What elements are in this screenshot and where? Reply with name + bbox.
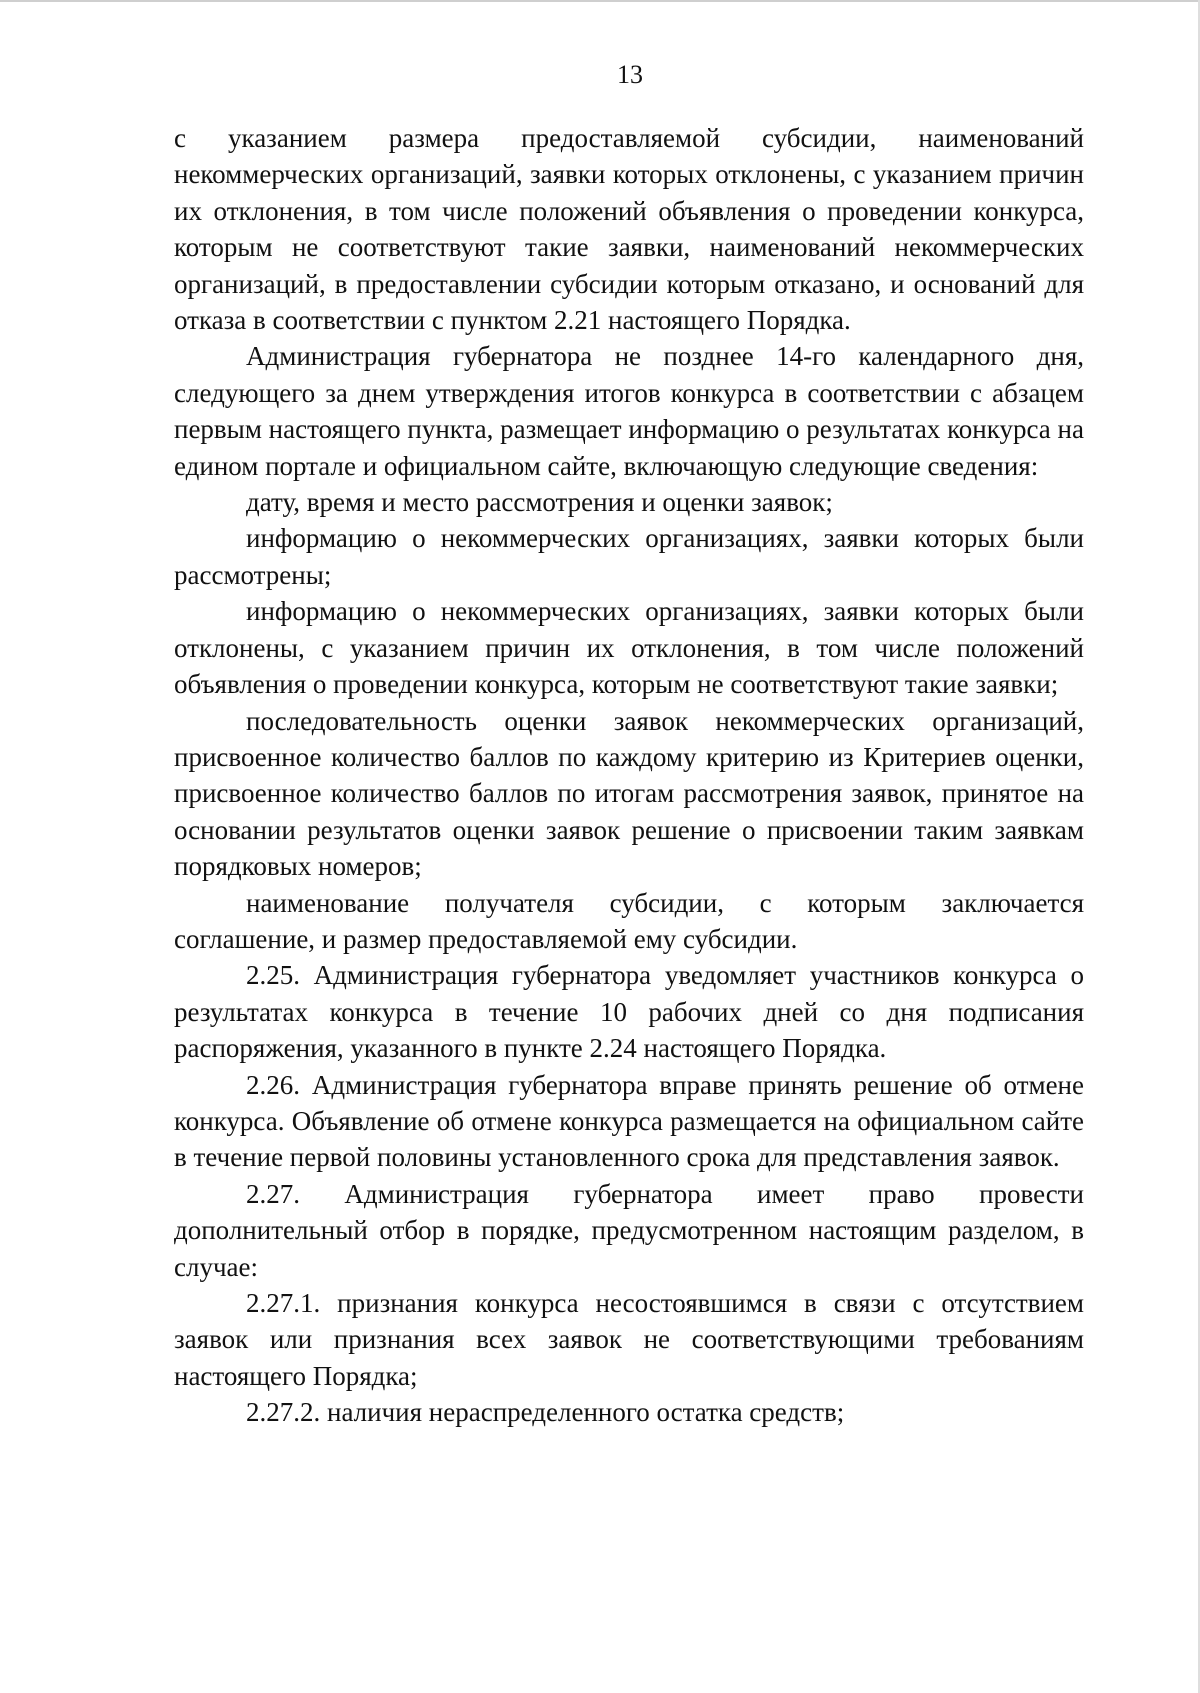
- list-item-reviewed-organizations: информацию о некоммерческих организациях, заявки которых были рассмотрены;: [174, 523, 1084, 590]
- list-item-recipient-name: наименование получателя субсидии, с которым заключается соглашение, и размер предоставляемой ему субсидии.: [174, 887, 1084, 954]
- clause-2-27-1: 2.27.1. признания конкурса несостоявшимся в связи с отсутствием заявок или признания всех заявок не соответствующими требованиям настоящего Порядка;: [174, 1288, 1084, 1391]
- body-text: [174, 120, 1084, 1431]
- clause-2-27: 2.27. Администрация губернатора имеет право провести дополнительный отбор в порядке, предусмотренном настоящим разделом, в случае:: [174, 1178, 1084, 1282]
- list-item-date-time-place: дату, время и место рассмотрения и оценки заявок;: [246, 487, 833, 518]
- list-item-evaluation-sequence: последовательность оценки заявок некоммерческих организаций, присвоенное количество баллов по каждому критерию из Критериев оценки, присвоенное количество баллов по итогам рассмотрения заявок, принятое на основании результатов оценки заявок решение о присвоении таким заявкам порядковых номеров;: [174, 705, 1084, 882]
- list-item-rejected-organizations: информацию о некоммерческих организациях, заявки которых были отклонены, с указанием причин их отклонения, в том числе положений объявления о проведении конкурса, которым не соответствуют такие заявки;: [174, 596, 1084, 700]
- clause-2-25: 2.25. Администрация губернатора уведомляет участников конкурса о результатах конкурса в течение 10 рабочих дней со дня подписания распоряжения, указанного в пункте 2.24 настоящего Порядка.: [174, 960, 1084, 1064]
- page-edge-top: [0, 0, 1200, 2]
- page-number: 13: [617, 60, 643, 89]
- clause-2-26: 2.26. Администрация губернатора вправе принять решение об отмене конкурса. Объявление об отмене конкурса размещается на официальном сайте в течение первой половины установленного срока для представления заявок.: [174, 1069, 1084, 1173]
- clause-2-27-2: 2.27.2. наличия нераспределенного остатка средств;: [246, 1397, 845, 1428]
- paragraph-continuation: с указанием размера предоставляемой субсидии, наименований некоммерческих организаций, заявки которых отклонены, с указанием причин их отклонения, в том числе положений объявления о проведении конкурса, которым не соответствуют такие заявки, наименований некоммерческих организаций, в предоставлении субсидии которым отказано, и оснований для отказа в соответствии с пунктом 2.21 настоящего Порядка.: [174, 123, 1084, 336]
- paragraph-publication-info: Администрация губернатора не позднее 14-го календарного дня, следующего за днем утверждения итогов конкурса в соответствии с абзацем первым настоящего пункта, размещает информацию о результатах конкурса на едином портале и официальном сайте, включающую следующие сведения:: [174, 341, 1084, 481]
